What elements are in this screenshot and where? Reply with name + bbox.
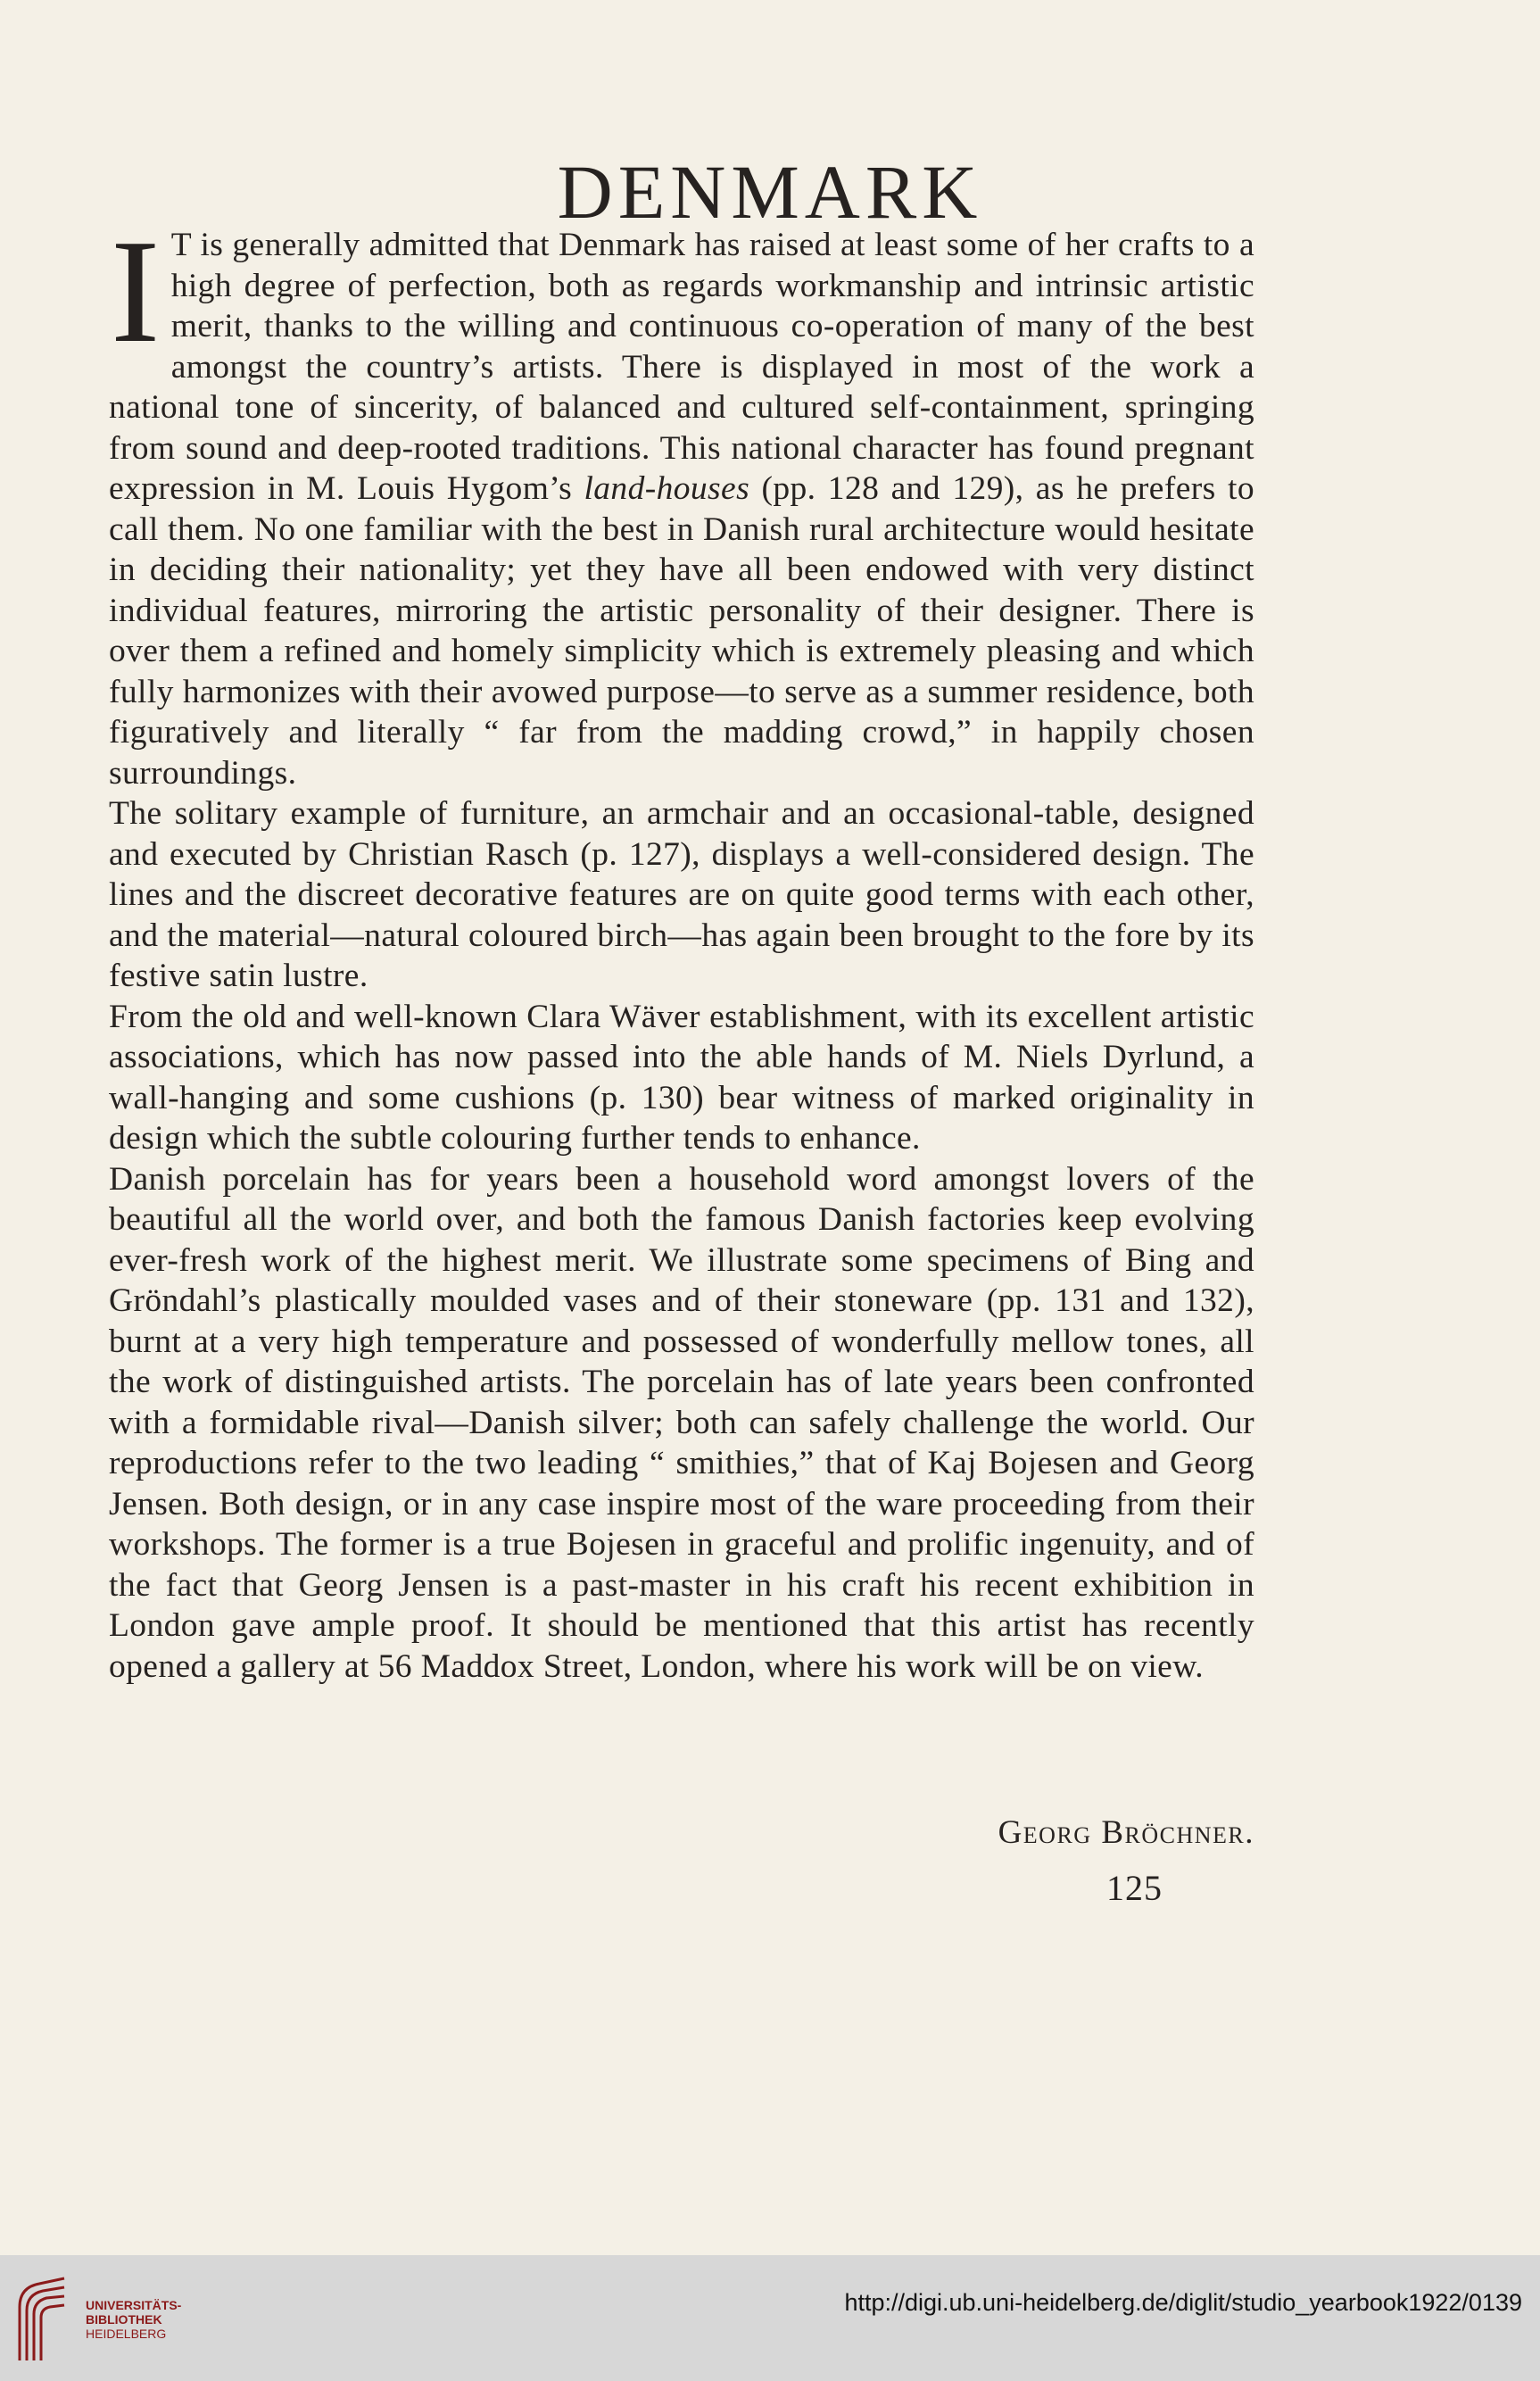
paragraph-3: From the old and well-known Clara Wäver establishment, with its excellent artistic associations, which has now passed into the able hands of M. Niels Dyrlund, a wall-hanging and some cushions (p. 130) bear witness of marked originality in design which the subtle colouring further tends to enhance. <box>109 998 1254 1157</box>
library-name-line2: BIBLIOTHEK <box>86 2312 162 2327</box>
paragraph-1-text: T is generally admitted that Denmark has raised at least some of her crafts to a high degree of perfection, both as regards workmanship and intrinsic artistic merit, thanks to the willing and continuous co-operation of many of the best amongst the country’s artists. There is displayed in most of the work a national tone of sincerity, of balanced and cultured self-containment, springing from sound and deep-rooted traditions. This national character has found pregnant expression in M. Louis Hygom’s <box>109 227 1254 507</box>
library-name-line1: UNIVERSITÄTS- <box>86 2298 182 2312</box>
article-body <box>109 209 1255 1687</box>
article-heading: DENMARK <box>557 149 983 235</box>
paragraph-1 <box>109 209 1255 793</box>
paragraph-2: The solitary example of furniture, an armchair and an occasional-table, designed and executed by Christian Rasch (p. 127), displays a well-considered design. The lines and the discreet decorative features are on quite good terms with each other, and the material—natural coloured birch—has again been brought to the fore by its festive satin lustre. <box>109 795 1254 994</box>
library-logo[interactable] <box>11 2271 216 2369</box>
library-name-line3: HEIDELBERG <box>86 2327 167 2341</box>
paragraph-4: Danish porcelain has for years been a household word amongst lovers of the beautiful all the world over, and both the famous Danish factories keep evolving ever-fresh work of the highest merit. We illustrate some specimens of Bing and Gröndahl’s plastically moulded vases and of their stoneware (pp. 131 and 132), burnt at a very high temperature and possessed of wonderfully mellow tones, all the work of distinguished artists. The porcelain has of late years been confronted with a formidable rival—Danish silver; both can safely challenge the world. Our reproductions refer to the two leading “ smithies,” that of Kaj Bojesen and Georg Jensen. Both design, or in any case inspire most of the ware proceeding from their workshops. The former is a true Bojesen in graceful and prolific ingenuity, and of the fact that Georg Jensen is a past-master in his craft his recent exhibition in London gave ample proof. It should be mentioned that this artist has recently opened a gallery at 56 Maddox Street, London, where his work will be on view. <box>109 1160 1254 1685</box>
paragraph-1-italic: land-houses <box>584 470 750 507</box>
library-emblem-icon <box>11 2271 73 2369</box>
paragraph-1-rest: (pp. 128 and 129), as he prefers to call them. No one familiar with the best in Danish rural architecture would hesitate in deciding their nationality; yet they have all been endowed with very distinct individual features, mirroring the artistic personality of their designer. There is over them a refined and homely simplicity which is extremely pleasing and which fully harmonizes with their avowed purpose—to serve as a summer residence, both figuratively and literally “ far from the madding crowd,” in happily chosen surroundings. <box>109 470 1255 792</box>
footer-bar <box>0 2255 1540 2381</box>
source-url-link[interactable]: http://digi.ub.uni-heidelberg.de/diglit/studio_yearbook1922/0139 <box>844 2289 1522 2316</box>
page-number: 125 <box>1106 1868 1163 1908</box>
library-name <box>86 2298 181 2341</box>
author-byline: Georg Bröchner. <box>998 1814 1254 1851</box>
drop-cap: I <box>111 209 161 373</box>
